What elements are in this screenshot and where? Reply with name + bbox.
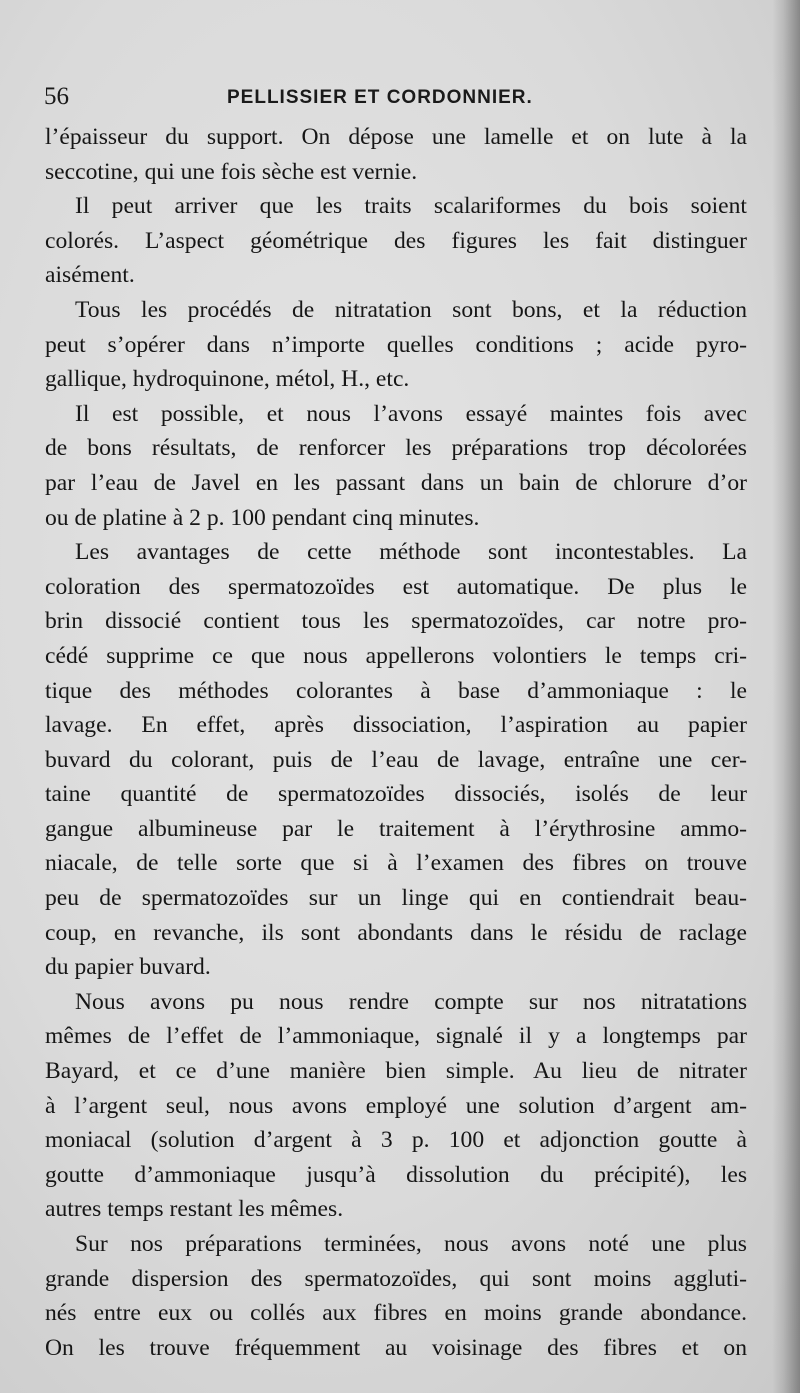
text-line: lavage. En effet, après dissociation, l’aspiration au papier	[45, 712, 747, 739]
text-line: goutte d’ammoniaque jusqu’à dissolution du précipité), les	[45, 1161, 747, 1188]
text-line: colorés. L’aspect géométrique des figures les fait distinguer	[45, 227, 747, 254]
text-line: niacale, de telle sorte que si à l’examen des fibres on trouve	[45, 850, 747, 877]
text-line: Bayard, et ce d’une manière bien simple. Au lieu de nitrater	[45, 1058, 747, 1085]
text-line: On les trouve fréquemment au voisinage des fibres et on	[45, 1334, 747, 1361]
text-line: autres temps restant les mêmes.	[45, 1196, 344, 1223]
text-line: cédé supprime ce que nous appellerons volontiers le temps cri-	[45, 642, 747, 669]
running-head: PELLISSIER ET CORDONNIER.	[227, 87, 533, 108]
text-line: du papier buvard.	[45, 954, 211, 981]
text-line: l’épaisseur du support. On dépose une lamelle et on lute à la	[45, 124, 747, 150]
text-line: Les avantages de cette méthode sont incontestables. La	[75, 539, 747, 566]
text-line: aisément.	[45, 262, 135, 289]
text-line: Il peut arriver que les traits scalariformes du bois soient	[75, 193, 747, 220]
page-header	[44, 79, 744, 113]
text-line: Sur nos préparations terminées, nous avons noté une plus	[75, 1231, 747, 1257]
text-line: moniacal (solution d’argent à 3 p. 100 et adjonction goutte à	[45, 1127, 747, 1154]
text-line: gangue albumineuse par le traitement à l’érythrosine ammo-	[45, 815, 747, 842]
text-line: coup, en revanche, ils sont abondants dans le résidu de raclage	[45, 919, 747, 946]
text-line: brin dissocié contient tous les spermatozoïdes, car notre pro-	[45, 608, 747, 635]
text-line: à l’argent seul, nous avons employé une solution d’argent am-	[45, 1092, 747, 1119]
text-line: par l’eau de Javel en les passant dans un bain de chlorure d’or	[45, 469, 747, 496]
text-line: peu de spermatozoïdes sur un linge qui en contiendrait beau-	[45, 885, 747, 912]
text-line: Tous les procédés de nitratation sont bons, et la réduction	[75, 296, 747, 323]
body-text	[45, 120, 747, 1365]
text-line: taine quantité de spermatozoïdes dissociés, isolés de leur	[45, 781, 747, 808]
text-line: seccotine, qui une fois sèche est vernie.	[45, 158, 418, 185]
text-line: tique des méthodes colorantes à base d’ammoniaque : le	[45, 677, 747, 704]
text-line: de bons résultats, de renforcer les préparations trop décolorées	[45, 435, 747, 462]
text-line: peut s’opérer dans n’importe quelles conditions ; acide pyro-	[45, 331, 747, 358]
text-line: ou de platine à 2 p. 100 pendant cinq minutes.	[45, 504, 480, 531]
page-gutter-shadow	[772, 0, 800, 1393]
text-line: Il est possible, et nous l’avons essayé maintes fois avec	[75, 400, 747, 427]
text-line: coloration des spermatozoïdes est automatique. De plus le	[45, 573, 747, 600]
text-line: grande dispersion des spermatozoïdes, qui sont moins aggluti-	[45, 1265, 747, 1292]
page-number: 56	[44, 83, 69, 110]
text-line: buvard du colorant, puis de l’eau de lavage, entraîne une cer-	[45, 746, 747, 773]
text-line: Nous avons pu nous rendre compte sur nos nitratations	[75, 988, 747, 1015]
text-line: nés entre eux ou collés aux fibres en moins grande abondance.	[45, 1300, 747, 1327]
text-line: mêmes de l’effet de l’ammoniaque, signalé il y a longtemps par	[45, 1023, 747, 1050]
text-line: gallique, hydroquinone, métol, H., etc.	[45, 366, 410, 393]
